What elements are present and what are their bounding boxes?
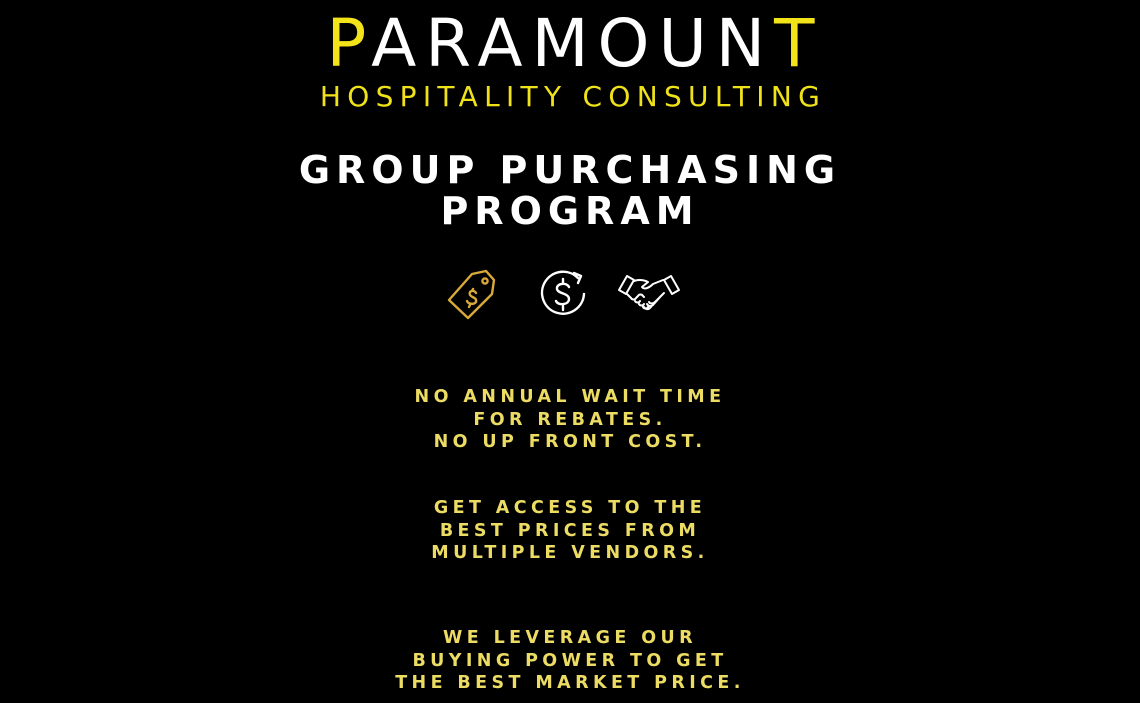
benefit-line: THE BEST MARKET PRICE.: [395, 673, 745, 693]
refund-dollar-icon: [538, 268, 588, 320]
benefit-line: MULTIPLE VENDORS.: [431, 543, 709, 563]
brand-logo: [0, 6, 1140, 114]
handshake-icon: [617, 268, 681, 318]
brand-letters-middle: ARAMOUN: [371, 5, 775, 82]
benefit-line: BEST PRICES FROM: [439, 520, 701, 541]
brand-name: [10, 6, 1140, 82]
benefit-best-prices: [0, 497, 1140, 565]
benefit-line: FOR REBATES.: [473, 409, 667, 430]
brand-letter-t: T: [774, 5, 824, 82]
price-tag-dollar-icon: [446, 268, 498, 322]
title-line-2: PROGRAM: [440, 189, 700, 233]
brand-subtitle: HOSPITALITY CONSULTING: [319, 80, 827, 113]
benefit-line: BUYING POWER TO GET: [412, 650, 728, 671]
icon-row: [0, 268, 1140, 324]
benefit-line: NO ANNUAL WAIT TIME: [414, 387, 726, 407]
benefit-line: NO UP FRONT COST.: [433, 432, 707, 452]
benefit-buying-power: [0, 627, 1140, 695]
title-line-1: GROUP PURCHASING: [298, 148, 842, 192]
brand-letter-p: P: [326, 5, 372, 82]
benefit-line: WE LEVERAGE OUR: [443, 628, 697, 648]
page-title: [0, 150, 1140, 232]
benefit-line: GET ACCESS TO THE: [433, 498, 707, 518]
benefit-no-wait: [0, 386, 1140, 454]
